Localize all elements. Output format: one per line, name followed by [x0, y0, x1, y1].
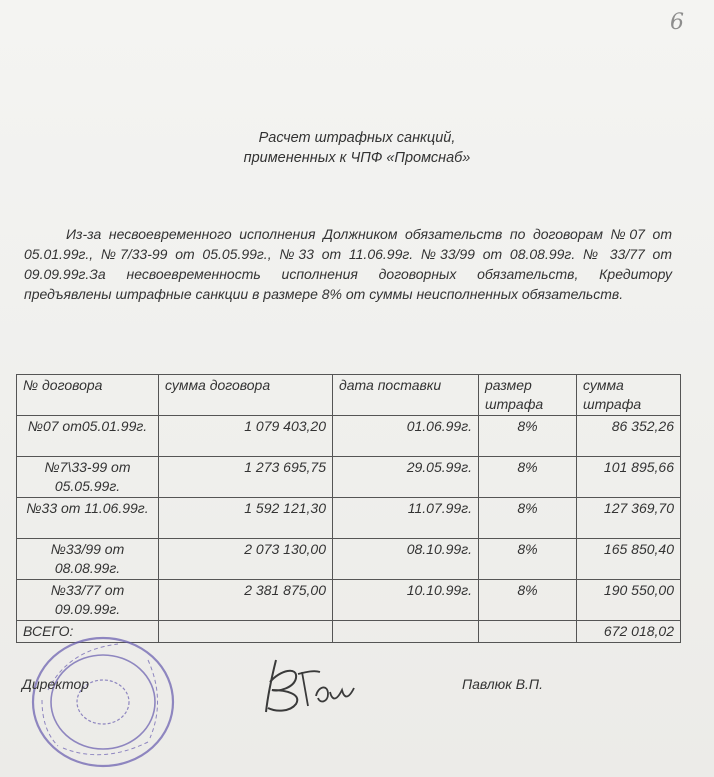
cell-contract: №33/77 от 09.09.99г. [17, 580, 159, 621]
total-value: 672 018,02 [577, 621, 681, 643]
cell-sum: 2 381 875,00 [159, 580, 333, 621]
cell-date: 29.05.99г. [333, 457, 479, 498]
cell-penalty: 165 850,40 [577, 539, 681, 580]
header-delivery-date: дата поставки [333, 375, 479, 416]
cell-rate: 8% [479, 498, 577, 539]
cell-sum: 1 079 403,20 [159, 416, 333, 457]
handwritten-signature-icon [258, 652, 358, 716]
total-empty-cell [479, 621, 577, 643]
header-contract: № договора [17, 375, 159, 416]
page-number: 6 [670, 10, 684, 35]
title-line-1: Расчет штрафных санкций, [258, 130, 456, 146]
cell-contract: №33/99 от 08.08.99г. [17, 539, 159, 580]
table-row [17, 457, 681, 498]
table-row [17, 539, 681, 580]
document-title [0, 128, 714, 168]
official-stamp-icon [28, 630, 178, 770]
header-contract-sum: сумма договора [159, 375, 333, 416]
cell-sum: 1 592 121,30 [159, 498, 333, 539]
cell-rate: 8% [479, 580, 577, 621]
cell-penalty: 127 369,70 [577, 498, 681, 539]
table-row [17, 416, 681, 457]
director-name: Павлюк В.П. [462, 676, 543, 692]
header-penalty-sum: сумма штрафа [577, 375, 681, 416]
cell-penalty: 86 352,26 [577, 416, 681, 457]
table-header-row [17, 375, 681, 416]
total-label: ВСЕГО: [17, 621, 159, 643]
cell-date: 11.07.99г. [333, 498, 479, 539]
director-label: Директор [22, 676, 90, 692]
cell-penalty: 190 550,00 [577, 580, 681, 621]
cell-sum: 1 273 695,75 [159, 457, 333, 498]
total-empty-cell [333, 621, 479, 643]
cell-contract: №7\33-99 от 05.05.99г. [17, 457, 159, 498]
cell-date: 01.06.99г. [333, 416, 479, 457]
title-line-2: примененных к ЧПФ «Промснаб» [243, 150, 471, 166]
cell-rate: 8% [479, 457, 577, 498]
cell-rate: 8% [479, 416, 577, 457]
cell-penalty: 101 895,66 [577, 457, 681, 498]
cell-rate: 8% [479, 539, 577, 580]
table-row [17, 580, 681, 621]
cell-date: 10.10.99г. [333, 580, 479, 621]
cell-sum: 2 073 130,00 [159, 539, 333, 580]
cell-date: 08.10.99г. [333, 539, 479, 580]
table-row [17, 498, 681, 539]
cell-contract: №07 от05.01.99г. [17, 416, 159, 457]
body-paragraph: Из-за несвоевременного исполнения Должником обязательств по договорам №07 от 05.01.99г., №7/33-99 от 05.05.99г., №33 от 11.06.99г. №33/99 от 08.08.99г. № 33/77 от 09.09.99г.За несвоевременность исполнения договорных обязательств, Кредитору предъявлены штрафные санкции в размере 8% от суммы неисполненных обязательств. [24, 226, 672, 302]
cell-contract: №33 от 11.06.99г. [17, 498, 159, 539]
sanctions-table [16, 374, 681, 643]
header-penalty-rate: размер штрафа [479, 375, 577, 416]
total-empty-cell [159, 621, 333, 643]
